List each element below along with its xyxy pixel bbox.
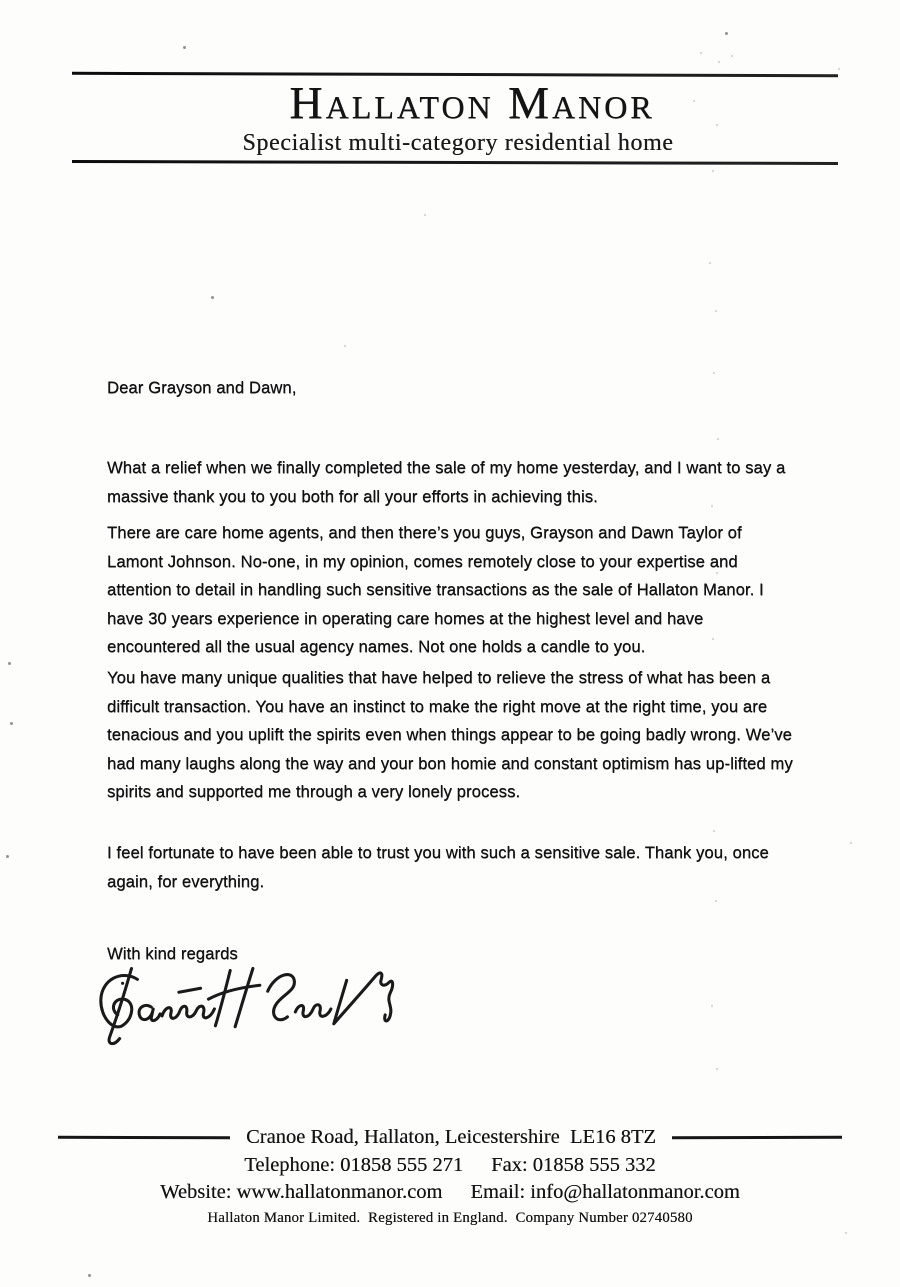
website-url: www.hallatonmanor.com <box>236 1181 443 1203</box>
paragraph-1: What a relief when we finally completed the sale of my home yesterday, and I want to say a massive thank you to you both for all your efforts in achieving this. <box>107 458 786 506</box>
letterhead-tagline: Specialist multi-category residential home <box>242 130 674 156</box>
website-label: Website: <box>160 1181 232 1203</box>
closing-line: With kind regards <box>107 944 238 963</box>
paragraph-3: You have many unique qualities that have helped to relieve the stress of what has been a difficult transaction. You have an instinct to make the right move at the right time, you are tenacious and you uplift the spirits even when things appear to be going badly wrong. We’ve had many laughs along the way and your bon homie and constant optimism has up-lifted my spirits and supported me through a very lonely process. <box>107 668 793 802</box>
telephone-label: Telephone: <box>244 1154 336 1176</box>
handwritten-signature <box>92 963 398 1051</box>
footer-address-row <box>0 1126 900 1149</box>
email-address: info@hallatonmanor.com <box>530 1181 740 1203</box>
fax-label: Fax: <box>491 1154 528 1176</box>
footer-left-rule <box>58 1136 230 1139</box>
telephone-number: 01858 555 271 <box>340 1154 464 1176</box>
paragraph-4: I feel fortunate to have been able to trust you with such a sensitive sale. Thank you, once again, for everything. <box>107 843 769 891</box>
salutation: Dear Grayson and Dawn, <box>107 378 297 397</box>
paragraph-2: There are care home agents, and then there’s you guys, Grayson and Dawn Taylor of Lamont Johnson. No-one, in my opinion, comes remotely close to your expertise and attention to detail in handling such sensitive transactions as the sale of Hallaton Manor. I have 30 years experience in operating care homes at the highest level and have encountered all the usual agency names. Not one holds a candle to you. <box>107 523 764 657</box>
footer-contact-row <box>0 1154 900 1177</box>
letterhead-company-name: Hallaton Manor <box>289 77 655 128</box>
footer-address: Cranoe Road, Hallaton, Leicestershire LE16 8TZ <box>246 1126 656 1148</box>
footer-right-rule <box>672 1136 842 1139</box>
fax-number: 01858 555 332 <box>532 1154 656 1176</box>
footer-registration-row <box>0 1210 900 1227</box>
company-registration: Hallaton Manor Limited. Registered in England. Company Number 02740580 <box>207 1210 693 1226</box>
letterhead-bottom-rule <box>72 160 838 165</box>
email-label: Email: <box>470 1181 526 1203</box>
footer-web-row <box>0 1181 900 1204</box>
